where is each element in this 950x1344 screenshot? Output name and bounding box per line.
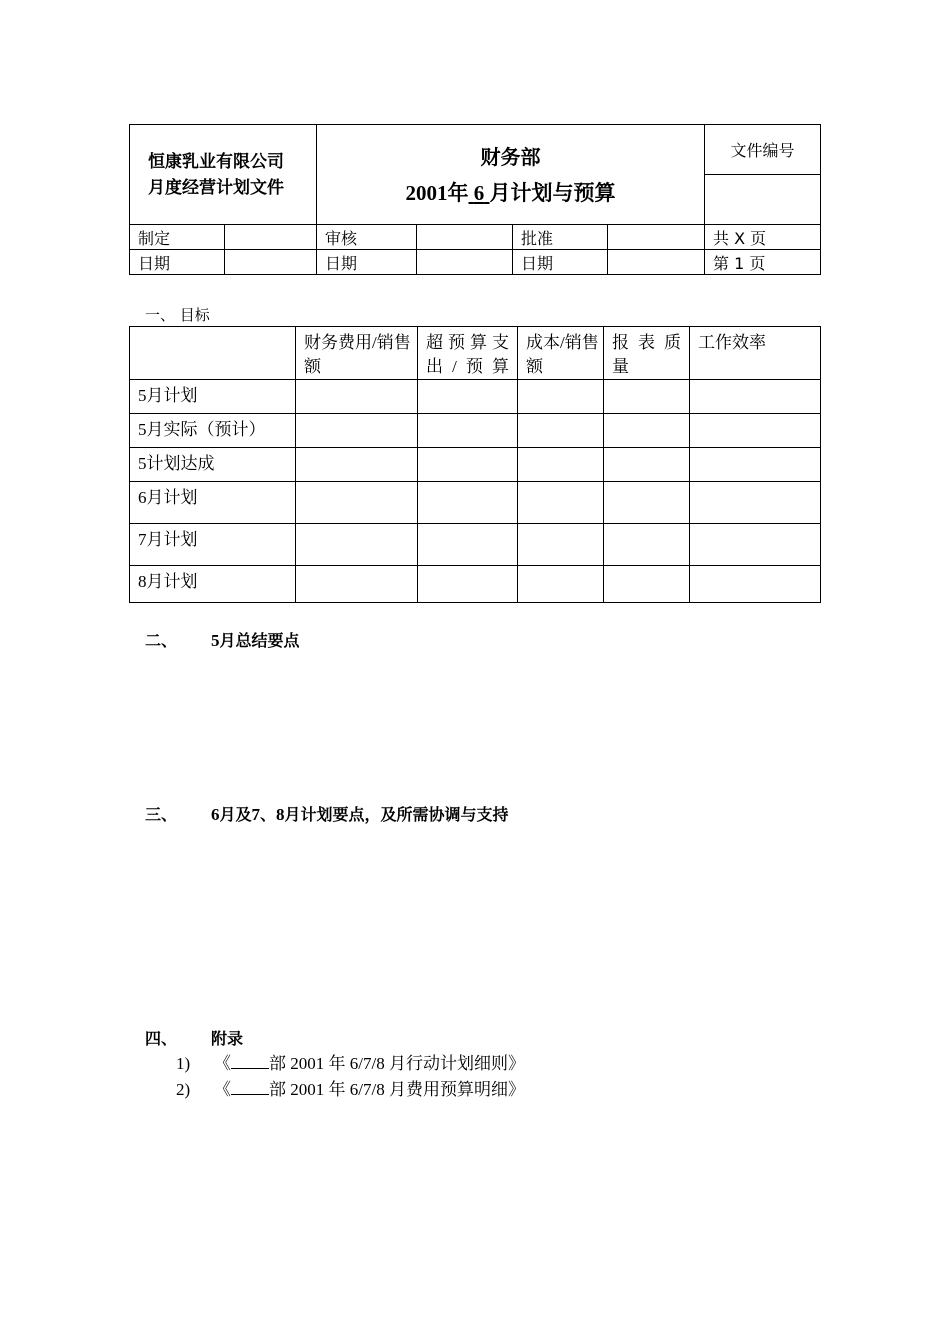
table-cell xyxy=(690,524,821,566)
table-cell xyxy=(604,448,690,482)
table-cell xyxy=(690,414,821,448)
review-value xyxy=(417,225,513,250)
plan-month: 6 xyxy=(473,180,485,205)
doc-number-label: 文件编号 xyxy=(705,125,821,175)
table-cell xyxy=(604,414,690,448)
section-2-number: 二、 xyxy=(145,631,178,650)
company-name xyxy=(130,125,317,225)
fill-blank xyxy=(231,1080,269,1095)
table-cell xyxy=(518,380,604,414)
section-3-heading xyxy=(145,802,509,825)
table-cell xyxy=(296,524,418,566)
section-3-number: 三、 xyxy=(145,805,178,824)
section-4-number: 四、 xyxy=(145,1029,178,1048)
table-row xyxy=(130,380,821,414)
date-label-3: 日期 xyxy=(513,250,608,275)
table-cell xyxy=(604,566,690,603)
col-header: 工作效率 xyxy=(690,327,821,380)
table-cell xyxy=(418,566,518,603)
section-2-title-number: 5 xyxy=(211,631,220,650)
table-cell xyxy=(296,448,418,482)
approve-value xyxy=(608,225,705,250)
appendix-text: 部 2001 年 6/7/8 月费用预算明细》 xyxy=(269,1080,525,1099)
appendix-index: 2) xyxy=(176,1080,191,1099)
table-cell xyxy=(518,524,604,566)
table-cell xyxy=(418,482,518,524)
table-cell xyxy=(690,380,821,414)
table-row xyxy=(130,482,821,524)
date-value-3 xyxy=(608,250,705,275)
row-label: 6月计划 xyxy=(130,482,296,524)
plan-subtitle xyxy=(317,175,704,211)
section-3-title-part: 、 xyxy=(260,805,277,824)
appendix-index: 1) xyxy=(176,1054,191,1073)
section-4-title: 附录 xyxy=(211,1029,244,1048)
targets-table xyxy=(129,326,821,603)
appendix-open-quote: 《 xyxy=(214,1054,231,1073)
table-cell xyxy=(418,448,518,482)
doc-number-value xyxy=(705,175,821,225)
total-pages: 共 X 页 xyxy=(705,225,821,250)
table-cell xyxy=(518,448,604,482)
section-3-title-number: 8 xyxy=(276,805,285,824)
section-2-heading xyxy=(145,628,300,651)
appendix-item xyxy=(176,1075,525,1100)
table-cell xyxy=(604,380,690,414)
section-3-title-part: 月及 xyxy=(219,805,252,824)
company-line1: 恒康乳业有限公司 xyxy=(148,151,284,172)
company-line2: 月度经营计划文件 xyxy=(148,177,284,198)
table-cell xyxy=(690,482,821,524)
table-cell xyxy=(518,414,604,448)
table-cell xyxy=(296,414,418,448)
section-2-title: 月总结要点 xyxy=(219,631,300,650)
table-cell xyxy=(690,566,821,603)
corner-cell xyxy=(130,327,296,380)
table-cell xyxy=(690,448,821,482)
table-cell xyxy=(296,482,418,524)
plan-title xyxy=(317,125,705,225)
table-cell xyxy=(418,380,518,414)
table-cell xyxy=(604,482,690,524)
row-label: 5月计划 xyxy=(130,380,296,414)
date-value-2 xyxy=(417,250,513,275)
plan-suffix: 月计划与预算 xyxy=(489,180,616,205)
table-row xyxy=(130,524,821,566)
approve-label: 批准 xyxy=(513,225,608,250)
section-1-title: 一、 目标 xyxy=(145,306,210,324)
table-cell xyxy=(418,524,518,566)
header-table xyxy=(129,124,821,275)
table-cell xyxy=(518,482,604,524)
date-label-1: 日期 xyxy=(130,250,225,275)
section-3-title-number: 6 xyxy=(211,805,220,824)
table-cell xyxy=(604,524,690,566)
row-label: 5月实际（预计） xyxy=(130,414,296,448)
table-row xyxy=(130,566,821,603)
table-cell xyxy=(518,566,604,603)
made-value xyxy=(225,225,317,250)
row-label: 5计划达成 xyxy=(130,448,296,482)
row-label: 8月计划 xyxy=(130,566,296,603)
fill-blank xyxy=(231,1054,269,1069)
section-3-title-number: 7 xyxy=(251,805,261,824)
review-label: 审核 xyxy=(317,225,417,250)
table-cell xyxy=(296,566,418,603)
col-header: 成本/销售额 xyxy=(518,327,604,380)
col-header: 报 表 质 量 xyxy=(604,327,690,380)
targets-header-row xyxy=(130,327,821,380)
date-value-1 xyxy=(225,250,317,275)
section-4-heading xyxy=(145,1026,243,1049)
appendix-text: 部 2001 年 6/7/8 月行动计划细则》 xyxy=(269,1054,525,1073)
table-cell xyxy=(418,414,518,448)
appendix-item xyxy=(176,1049,525,1074)
date-label-2: 日期 xyxy=(317,250,417,275)
page-number: 第 1 页 xyxy=(705,250,821,275)
made-label: 制定 xyxy=(130,225,225,250)
row-label: 7月计划 xyxy=(130,524,296,566)
col-header: 财务费用/销售额 xyxy=(296,327,418,380)
col-header: 超预算支出/预算 xyxy=(418,327,518,380)
table-cell xyxy=(296,380,418,414)
appendix-open-quote: 《 xyxy=(214,1080,231,1099)
plan-year: 2001年 xyxy=(405,180,469,205)
dept-name: 财务部 xyxy=(480,144,541,169)
table-row xyxy=(130,448,821,482)
table-row xyxy=(130,414,821,448)
section-3-title: 月计划要点，及所需协调与支持 xyxy=(284,805,509,824)
